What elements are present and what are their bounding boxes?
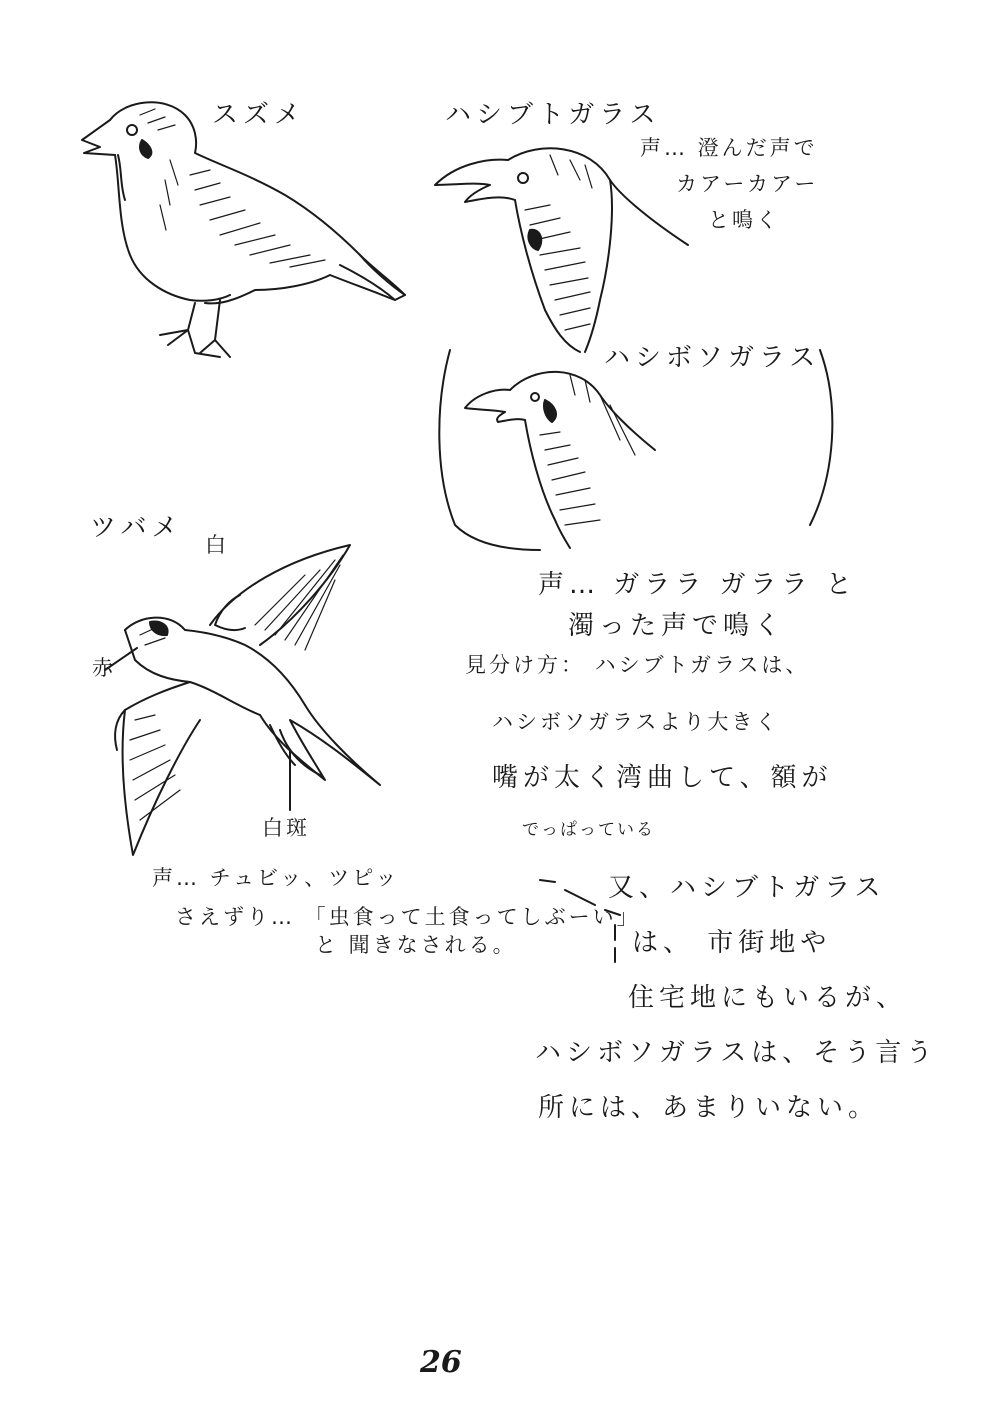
distinguish-line-2: ハシボソガラスより大きく xyxy=(492,710,780,734)
swallow-label-red: 赤 xyxy=(92,656,116,680)
swallow-label-white: 白 xyxy=(205,533,229,557)
habitat-line-2: は、 市街地や xyxy=(632,928,832,958)
habitat-line-4: ハシボソガラスは、そう言う xyxy=(535,1038,938,1068)
jungle-crow-voice-line-2: 濁った声で鳴く xyxy=(568,611,786,641)
carrion-crow-name: ハシブトガラス xyxy=(445,100,661,130)
carrion-crow-voice-line-1: 声… 澄んだ声で xyxy=(640,136,818,160)
swallow-drawing xyxy=(95,540,395,860)
jungle-crow-name: ハシボソガラス xyxy=(604,343,821,373)
habitat-line-1: 又、ハシブトガラス xyxy=(608,873,886,903)
swallow-voice-line-1: 声… チュビッ、ツピッ xyxy=(152,866,400,890)
distinguish-line-1: 見分け方： ハシブトガラスは、 xyxy=(465,653,810,677)
carrion-crow-voice-line-2: カアーカアー xyxy=(676,172,819,196)
sparrow-drawing xyxy=(70,95,415,365)
carrion-crow-drawing xyxy=(430,140,700,355)
swallow-label-white-spots: 白斑 xyxy=(262,816,310,840)
habitat-line-5: 所には、あまりいない。 xyxy=(538,1093,880,1123)
carrion-crow-voice-line-3: と鳴く xyxy=(708,208,780,232)
jungle-crow-drawing xyxy=(460,360,670,550)
sparrow-name: スズメ xyxy=(212,100,306,130)
habitat-line-3: 住宅地にもいるが、 xyxy=(628,983,908,1013)
swallow-voice-line-3: と 聞きなされる。 xyxy=(315,933,517,957)
swallow-name: ツバメ xyxy=(90,513,183,543)
distinguish-line-3: 嘴が太く湾曲して、額が xyxy=(492,763,833,793)
page-number: 26 xyxy=(420,1345,462,1380)
jungle-crow-voice-line-1: 声… ガララ ガララ と xyxy=(538,570,857,600)
distinguish-line-4: でっぱっている xyxy=(522,820,655,840)
swallow-voice-line-2: さえずり… 「虫食って土食ってしぶーい」 xyxy=(175,905,641,929)
